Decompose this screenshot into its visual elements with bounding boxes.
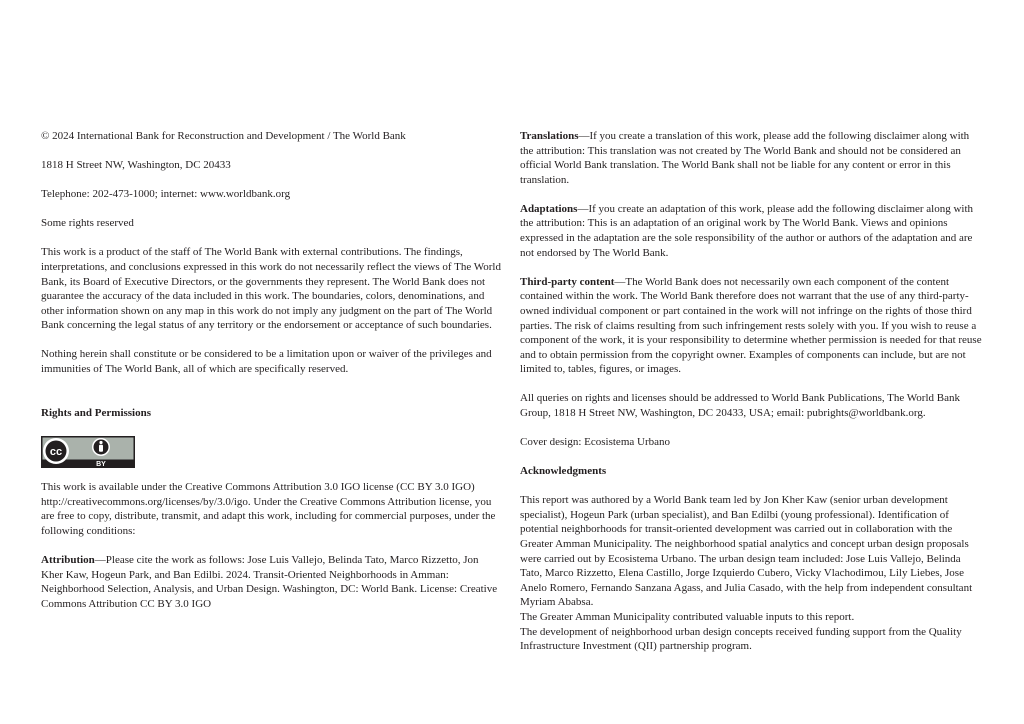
- left-column: [41, 129, 503, 611]
- license-paragraph: This work is available under the Creative Commons Attribution 3.0 IGO license (CC BY 3.0 IGO) http://creativecommons.org/licenses/by/3.0/igo. Under the Creative Commons Attribution license, you are free to copy, distribute, transmit, and adapt this work, including for commercial purposes, under the following conditions:: [41, 481, 496, 537]
- acknowledgments-paragraph-1: This report was authored by a World Bank team led by Jon Kher Kaw (senior urban development specialist), Hogeun Park (urban specialist), and Ban Edilbi (young professional). Identification of potential neighborhoods for transit-oriented development was carried out in collaboration with the Greater Amman Municipality. The neighborhood spatial analytics and concept urban design proposals were carried out by Ecosistema Urbano. The urban design team included: Jose Luis Vallejo, Belinda Tato, Marco Rizzetto, Elena Castillo, Jorge Izquierdo Cubero, Vicky Vlachodimou, Lily Liebes, Jose Anelo Romero, Fernando Sanzana Agass, and Julia Casado, with the help from independent consultant Myriam Ababsa.: [520, 494, 973, 609]
- acknowledgments-paragraph-3: The development of neighborhood urban design concepts received funding support from the Quality Infrastructure Investment (QII) partnership program.: [520, 625, 962, 653]
- attribution-paragraph: [41, 553, 503, 611]
- queries-paragraph: All queries on rights and licenses should be addressed to World Bank Publications, The World Bank Group, 1818 H Street NW, Washington, DC 20433, USA; email: pubrights@worldbank.org.: [520, 392, 960, 419]
- adaptations-text: —If you create an adaptation of this work, please add the following disclaimer along with the attribution: This is an adaptation of an original work by The World Bank. Views and opinions expressed in the adaptation are the sole responsibility of the author or authors of the adaptation and are not endorsed by The World Bank.: [520, 202, 974, 259]
- translations-label: Translations: [520, 130, 579, 142]
- adaptations-paragraph: [520, 202, 982, 260]
- cover-design-line: Cover design: Ecosistema Urbano: [520, 436, 670, 449]
- translations-paragraph: [520, 129, 982, 187]
- third-party-paragraph: [520, 275, 982, 377]
- attribution-label: Attribution: [41, 554, 95, 567]
- nothing-herein-paragraph: Nothing herein shall constitute or be considered to be a limitation upon or waiver of the privileges and immunities of The World Bank, all of which are specifically reserved.: [41, 348, 492, 376]
- translations-text: —If you create a translation of this work, please add the following disclaimer along with the attribution: This translation was not created by The World Bank and should not be considered an official World Bank translation. The World Bank shall not be liable for any content or error in this translation.: [520, 130, 970, 186]
- work-product-paragraph: This work is a product of the staff of The World Bank with external contributions. The findings, interpretations, and conclusions expressed in this work do not necessarily reflect the views of The World Bank, its Board of Executive Directors, or the governments they represent. The World Bank does not guarantee the accuracy of the data included in this work. The boundaries, colors, denominations, and other information shown on any map in this work do not imply any judgment on the part of The World Bank concerning the legal status of any territory or the endorsement or acceptance of such boundaries.: [41, 246, 501, 332]
- acknowledgments-heading: Acknowledgments: [520, 465, 607, 478]
- copyright-line: © 2024 International Bank for Reconstruction and Development / The World Bank: [41, 130, 406, 142]
- cc-by-license-icon: [41, 436, 135, 468]
- right-column: [520, 129, 982, 654]
- person-body-icon: [99, 445, 103, 452]
- telephone-line: Telephone: 202-473-1000; internet: www.worldbank.org: [41, 188, 291, 201]
- attribution-text: —Please cite the work as follows: Jose Luis Vallejo, Belinda Tato, Marco Rizzetto, Jon Kher Kaw, Hogeun Park, and Ban Edilbi. 2024. Transit-Oriented Neighborhoods in Amman: Neighborhood Selection, Analysis, and Urban Design. Washington, DC: World Bank. License: Creative Commons Attribution CC BY 3.0 IGO: [41, 554, 498, 610]
- cc-mark-text: cc: [49, 446, 63, 459]
- third-party-text: —The World Bank does not necessarily own each component of the content contained within the work. The World Bank therefore does not warrant that the use of any third-party-owned individual component or part contained in the work will not infringe on the rights of those third parties. The risk of claims resulting from such infringement rests solely with you. If you wish to reuse a component of the work, it is your responsibility to determine whether permission is needed for that reuse and to obtain permission from the copyright owner. Examples of components can include, but are not limited to, tables, figures, or images.: [520, 275, 982, 376]
- rights-permissions-heading: Rights and Permissions: [41, 406, 152, 419]
- adaptations-label: Adaptations: [520, 202, 578, 215]
- person-head-icon: [99, 441, 102, 444]
- address-line: 1818 H Street NW, Washington, DC 20433: [41, 159, 231, 172]
- by-label-text: BY: [96, 461, 106, 469]
- acknowledgments-paragraph-2: The Greater Amman Municipality contributed valuable inputs to this report.: [520, 611, 855, 624]
- third-party-label: Third-party content: [520, 275, 615, 288]
- rights-reserved-line: Some rights reserved: [41, 217, 134, 230]
